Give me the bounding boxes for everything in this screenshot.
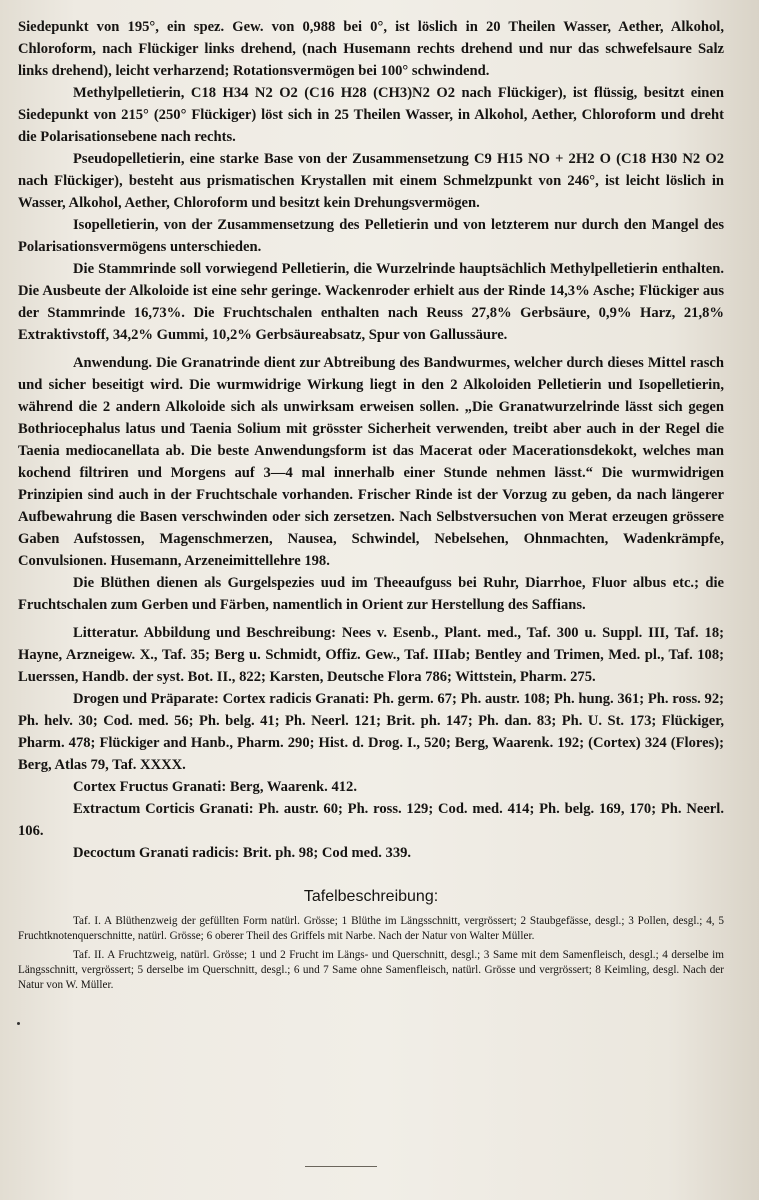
paragraph-pseudopelletierin: Pseudopelletierin, eine starke Base von der Zusammensetzung C9 H15 NO + 2H2 O (C18 H30 N2 O2 nach Flückiger), besteht aus prismatischen Krystallen mit einem Schmelzpunkt von 246°, ist leicht löslich in Wasser, Alkohol, Aether, Chloroform und besitzt kein Drehungsvermögen. xyxy=(18,151,724,211)
paragraph-drogen: Drogen und Präparate: Cortex radicis Granati: Ph. germ. 67; Ph. austr. 108; Ph. hung. 361; Ph. ross. 92; Ph. helv. 30; Cod. med. 56; Ph. belg. 41; Ph. Neerl. 121; Brit. ph. 147; Ph. dan. 83; Ph. U. St. 173; Flückiger, Pharm. 478; Flückiger and Hanb., Pharm. 290; Hist. d. Drog. I., 520; Berg, Waarenk. 192; (Cortex) 324 (Flores); Berg, Atlas 79, Taf. XXXX. xyxy=(18,691,724,773)
footer-rule xyxy=(305,1166,377,1167)
page-body xyxy=(18,16,724,997)
paragraph-decoctum: Decoctum Granati radicis: Brit. ph. 98; Cod med. 339. xyxy=(73,845,412,861)
paragraph-anwendung: Anwendung. Die Granatrinde dient zur Abtreibung des Bandwurmes, welcher durch dieses Mittel rasch und sicher beseitigt wird. Die wurmwidrige Wirkung liegt in den 2 Alkoloiden Pelletierin und Isopelletierin, während die 2 andern Alkoloide sich als unwirksam erweisen sollen. „Die Granatwurzelrinde lässt sich gegen Bothriocephalus latus und Taenia Solium mit grösster Sicherheit verwenden, treibt aber auch in der Regel die Taenia mediocanellata ab. Die beste Anwendungsform ist das Macerat oder Macerationsdekokt, welches man kochend filtriren und Morgens auf 3—4 mal innerhalb einer Stunde nehmen lässt.“ Die wurmwidrigen Prinzipien sind auch in der Fruchtschale vorhanden. Frischer Rinde ist der Vorzug zu geben, da nach längerer Aufbewahrung die Basen verschwinden oder sich zersetzen. Nach Selbstversuchen von Merat erzeugen grössere Gaben Aufstossen, Magenschmerzen, Nausea, Schwindel, Nebelsehen, Ohnmachten, Wadenkrämpfe, Convulsionen. Husemann, Arzeneimittellehre 198. xyxy=(18,355,724,569)
paragraph-methylpelletierin: Methylpelletierin, C18 H34 N2 O2 (C16 H28 (CH3)N2 O2 nach Flückiger), ist flüssig, besitzt einen Siedepunkt von 215° (250° Flückiger) löst sich in 25 Theilen Wasser, in Alkohol, Aether, Chloroform und dreht die Polarisationsebene nach rechts. xyxy=(18,85,724,145)
paragraph-bluethen: Die Blüthen dienen als Gurgelspezies uud im Theeaufguss bei Ruhr, Diarrhoe, Fluor albus etc.; die Fruchtschalen zum Gerben und Färben, namentlich in Orient zur Herstellung des Saffians. xyxy=(18,575,724,613)
margin-mark xyxy=(17,1022,20,1025)
paragraph-extractum: Extractum Corticis Granati: Ph. austr. 60; Ph. ross. 129; Cod. med. 414; Ph. belg. 169, 170; Ph. Neerl. 106. xyxy=(18,801,724,839)
tafel-item-1: Taf. I. A Blüthenzweig der gefüllten Form natürl. Grösse; 1 Blüthe im Längsschnitt, vergrössert; 2 Staubgefässe, desgl.; 3 Pollen, desgl.; 4, 5 Fruchtknotenquerschnitte, natürl. Grösse; 6 oberer Theil des Griffels mit Narbe. Nach der Natur von Walter Müller. xyxy=(18,915,724,942)
paragraph-siedepunkt: Siedepunkt von 195°, ein spez. Gew. von 0,988 bei 0°, ist löslich in 20 Theilen Wasser, Aether, Alkohol, Chloroform, nach Flückiger links drehend, (nach Husemann rechts drehend und nur das schwefelsaure Salz links drehend), leicht verharzend; Rotationsvermögen bei 100° schwindend. xyxy=(18,19,724,79)
tafel-title: Tafelbeschreibung: xyxy=(303,888,439,905)
tafel-item-2: Taf. II. A Fruchtzweig, natürl. Grösse; 1 und 2 Frucht im Längs- und Querschnitt, desgl.; 3 Same mit dem Samenfleisch, desgl.; 4 derselbe im Längsschnitt, vergrössert; 5 derselbe im Querschnitt, desgl.; 6 und 7 Same ohne Samenfleisch, natürl. Grösse und vergrössert; 8 Keimling, desgl. Nach der Natur von W. Müller. xyxy=(18,949,724,991)
paragraph-cortex-fructus: Cortex Fructus Granati: Berg, Waarenk. 412. xyxy=(73,779,358,795)
paragraph-litteratur: Litteratur. Abbildung und Beschreibung: Nees v. Esenb., Plant. med., Taf. 300 u. Suppl. III, Taf. 18; Hayne, Arzneigew. X., Taf. 35; Berg u. Schmidt, Offiz. Gew., Taf. IIIab; Bentley and Trimen, Med. pl., Taf. 108; Luerssen, Handb. der syst. Bot. II., 822; Karsten, Deutsche Flora 786; Wittstein, Pharm. 275. xyxy=(18,625,724,685)
paragraph-stammrinde: Die Stammrinde soll vorwiegend Pelletierin, die Wurzelrinde hauptsächlich Methylpelletierin enthalten. Die Ausbeute der Alkoloide ist eine sehr geringe. Wackenroder erhielt aus der Rinde 14,3% Asche; Flückiger aus der Stammrinde 16,73%. Die Fruchtschalen enthalten nach Reuss 27,8% Gerbsäure, 0,9% Harz, 21,8% Extraktivstoff, 34,2% Gummi, 10,2% Gerbsäureabsatz, Spur von Gallussäure. xyxy=(18,261,724,343)
paragraph-isopelletierin: Isopelletierin, von der Zusammensetzung des Pelletierin und von letzterem nur durch den Mangel des Polarisationsvermögens unterschieden. xyxy=(18,217,724,255)
